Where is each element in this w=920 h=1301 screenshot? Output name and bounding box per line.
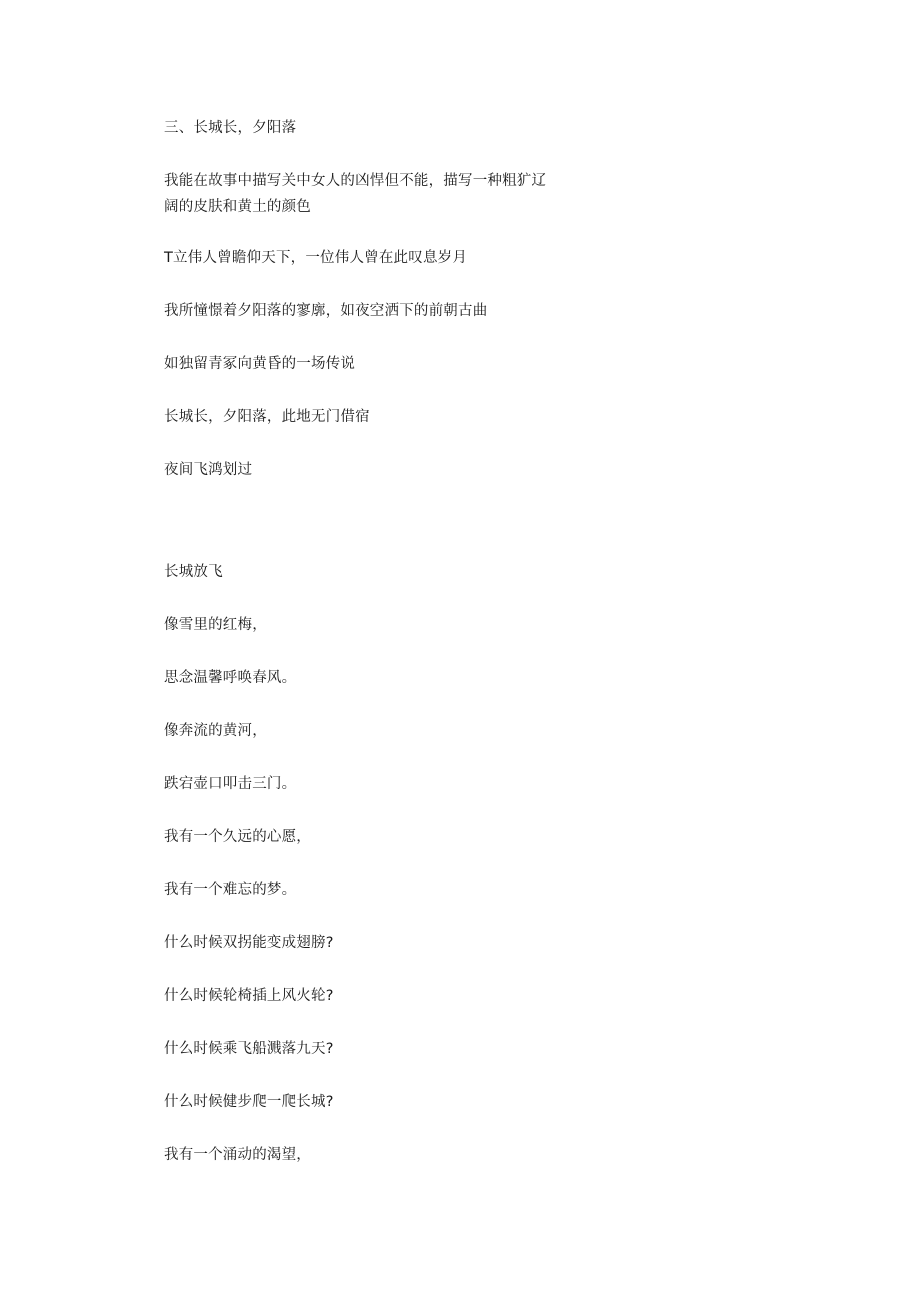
poem-line: 像奔流的黄河， xyxy=(164,723,267,739)
poem-line: 什么时候乘飞船溅落九天? xyxy=(164,1041,334,1057)
poem-line: 我有一个涌动的渴望， xyxy=(164,1147,311,1163)
poem-line: 什么时候双拐能变成翅膀? xyxy=(164,935,334,951)
paragraph: 长城长，夕阳落，此地无门借宿 xyxy=(164,409,370,425)
poem-line: 我有一个难忘的梦。 xyxy=(164,882,297,898)
paragraph: 我所憧憬着夕阳落的寥廓，如夜空洒下的前朝古曲 xyxy=(164,303,488,319)
poem-line: 像雪里的红梅， xyxy=(164,617,267,633)
poem-line: 跌宕壶口叩击三门。 xyxy=(164,776,297,792)
paragraph: 夜间飞鸿划过 xyxy=(164,462,253,478)
paragraph: 如独留青冢向黄昏的一场传说 xyxy=(164,356,356,372)
section-heading: 三、长城长，夕阳落 xyxy=(164,120,297,136)
paragraph: T立伟人曾瞻仰天下，一位伟人曾在此叹息岁月 xyxy=(164,250,468,266)
poem-line: 什么时候健步爬一爬长城? xyxy=(164,1094,334,1110)
paragraph: 我能在故事中描写关中女人的凶悍但不能，描写一种粗犷辽阔的皮肤和黄土的颜色 xyxy=(164,173,547,215)
poem-title: 长城放飞 xyxy=(164,564,223,580)
poem-line: 我有一个久远的心愿， xyxy=(164,829,311,845)
poem-line: 思念温馨呼唤春风。 xyxy=(164,670,297,686)
poem-line: 什么时候轮椅插上风火轮? xyxy=(164,988,334,1004)
